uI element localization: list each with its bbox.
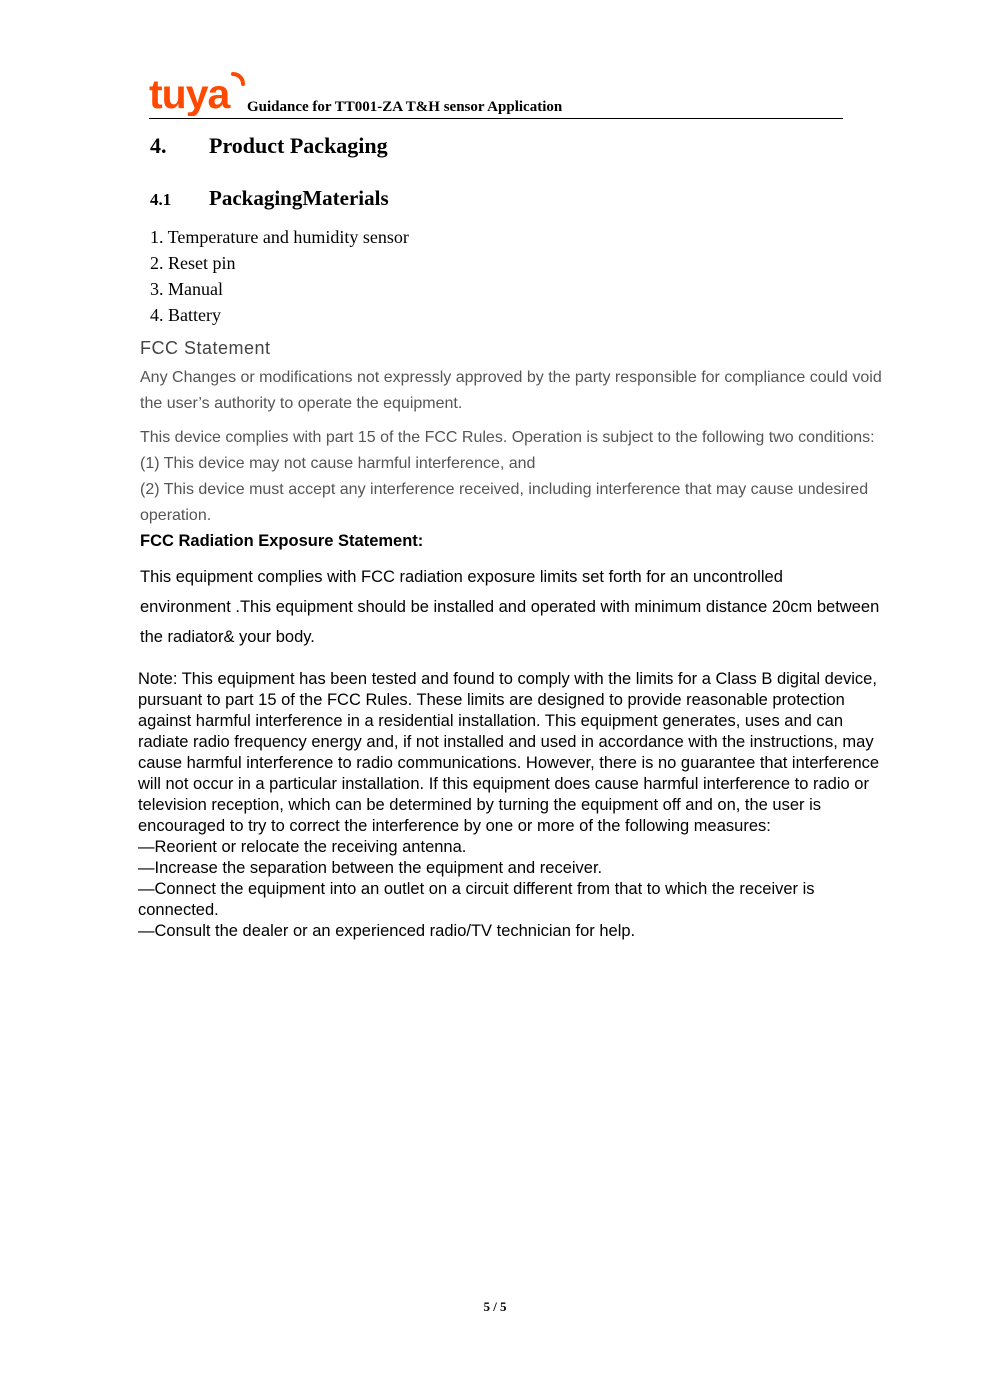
radiation-exposure-title: FCC Radiation Exposure Statement: [140, 532, 424, 550]
text-line: This equipment complies with FCC radiation exposure limits set forth for an uncontrolled [140, 568, 783, 586]
fcc-compliance-paragraph [140, 425, 960, 529]
measure-item: —Connect the equipment into an outlet on a circuit different from that to which the receiver is [138, 880, 815, 898]
measure-item: —Reorient or relocate the receiving antenna. [138, 838, 467, 856]
subsection-number: 4.1 [150, 190, 172, 209]
text-line: This device complies with part 15 of the FCC Rules. Operation is subject to the following two conditions: [140, 429, 875, 446]
note-paragraph [138, 669, 948, 942]
text-line: Note: This equipment has been tested and found to comply with the limits for a Class B digital device, [138, 670, 877, 688]
text-line: pursuant to part 15 of the FCC Rules. These limits are designed to provide reasonable protection [138, 691, 845, 709]
section-number: 4. [150, 133, 167, 158]
section-title: Product Packaging [209, 133, 388, 158]
text-line: (2) This device must accept any interference received, including interference that may cause undesired [140, 481, 869, 498]
text-line: the radiator& your body. [140, 628, 315, 646]
measure-item: —Increase the separation between the equipment and receiver. [138, 859, 603, 877]
text-line: Any Changes or modifications not expressly approved by the party responsible for compliance could void [140, 369, 882, 386]
header-divider [149, 118, 843, 119]
packaging-list [150, 224, 409, 328]
list-item: 2. Reset pin [150, 253, 236, 273]
logo-text: tuya [149, 71, 230, 116]
text-line: (1) This device may not cause harmful interference, and [140, 455, 536, 472]
list-item: 1. Temperature and humidity sensor [150, 227, 409, 247]
wifi-arc-icon [233, 74, 243, 84]
text-line: environment .This equipment should be installed and operated with minimum distance 20cm between [140, 598, 880, 616]
text-line: radiate radio frequency energy and, if not installed and used in accordance with the instructions, may [138, 733, 874, 751]
page-header [149, 68, 843, 120]
list-item: 3. Manual [150, 279, 223, 299]
text-line: the user’s authority to operate the equipment. [140, 395, 463, 412]
subsection-title: PackagingMaterials [209, 186, 389, 210]
text-line: operation. [140, 507, 212, 524]
text-line: against harmful interference in a residential installation. This equipment generates, uses and can [138, 712, 844, 730]
radiation-exposure-paragraph [140, 562, 940, 652]
text-line: television reception, which can be determined by turning the equipment off and on, the user is [138, 796, 822, 814]
measure-item: —Consult the dealer or an experienced radio/TV technician for help. [138, 922, 636, 940]
text-line: will not occur in a particular installation. If this equipment does cause harmful interference to radio or [138, 775, 869, 793]
section-heading [150, 133, 388, 159]
list-item: 4. Battery [150, 305, 221, 325]
measure-item: connected. [138, 901, 219, 919]
tuya-logo [149, 68, 249, 116]
fcc-statement-title: FCC Statement [140, 338, 271, 358]
page-number: 5 / 5 [483, 1299, 507, 1314]
text-line: cause harmful interference to radio communications. However, there is no guarantee that interference [138, 754, 880, 772]
text-line: encouraged to try to correct the interference by one or more of the following measures: [138, 817, 771, 835]
subsection-heading [150, 186, 389, 211]
fcc-modifications-paragraph [140, 365, 960, 417]
header-title: Guidance for TT001-ZA T&H sensor Application [247, 99, 563, 115]
